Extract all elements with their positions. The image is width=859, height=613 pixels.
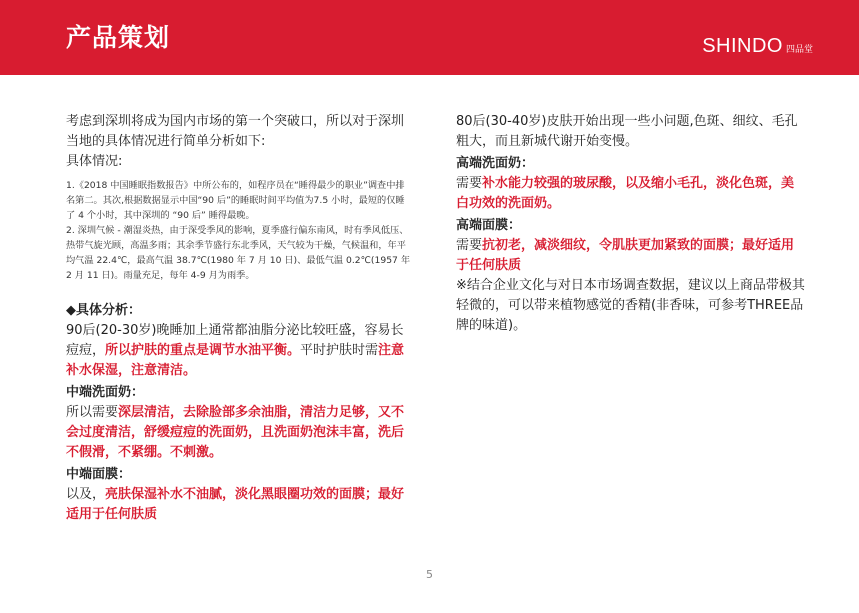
left-column (66, 112, 411, 525)
note-sleep-report: 1.《2018 中国睡眠指数报告》中所公布的，如程序员在“睡得最少的职业”调查中排名第二。其次,根据数据显示中国“90 后”的睡眠时间平均值为7.5 小时，最短的仅睡了 4 个小时，其中深圳的 “90 后” 睡得最晚。 (66, 180, 405, 221)
mid-mask-paragraph (66, 485, 411, 525)
analysis-heading: ◆具体分析： (66, 303, 141, 318)
fragrance-note: ※结合企业文化与对日本市场调查数据，建议以上商品带极其轻微的，可以带来植物感觉的香精(非香味，可参考THREE品牌的味道)。 (456, 278, 805, 333)
logo-subtext: 四品堂 (785, 45, 813, 55)
mid-mask-highlight: 亮肤保湿补水不油腻，淡化黑眼圈功效的面膜；最好适用于任何肤质 (66, 487, 405, 522)
mid-mask-prefix: 以及， (66, 487, 106, 502)
high-mask-heading: 高端面膜： (456, 218, 522, 233)
right-intro-paragraph: 80后(30-40岁)皮肤开始出现一些小问题,色斑、细纹、毛孔粗大，而且新城代谢开始变慢。 (456, 114, 798, 149)
mid-cleanser-paragraph (66, 403, 411, 463)
mid-mask-heading: 中端面膜： (66, 467, 132, 482)
intro-paragraph: 考虑到深圳将成为国内市场的第一个突破口，所以对于深圳当地的具体情况进行简单分析如下: (66, 114, 405, 149)
logo-text: SHINDO (702, 35, 783, 57)
high-cleanser-heading: 高端洗面奶： (456, 156, 535, 171)
analysis-highlight-2: 注意补水保湿，注意清洁。 (66, 343, 405, 378)
analysis-text-2: 平时护肤时需 (300, 343, 379, 358)
analysis-highlight: 所以护肤的重点是调节水油平衡。 (105, 343, 301, 358)
mid-cleanser-highlight: 深层清洁，去除脸部多余油脂，清洁力足够，又不会过度清洁，舒缓痘痘的洗面奶，且洗面奶泡沫丰富，洗后不假滑，不紧绷。不刺激。 (66, 405, 405, 460)
high-mask-prefix: 需要 (456, 238, 483, 253)
analysis-text: 90后(20-30岁)晚睡加上通常都油脂分泌比较旺盛，容易长痘痘， (66, 323, 404, 358)
brand-logo (702, 35, 813, 58)
page-number: 5 (426, 568, 433, 581)
high-cleanser-prefix: 需要 (456, 176, 483, 191)
situation-label: 具体情况: (66, 154, 123, 169)
note-climate: 2. 深圳气候 - 潮湿炎热，由于深受季风的影响，夏季盛行偏东南风，时有季风低压、热带气旋光顾，高温多雨；其余季节盛行东北季风，天气较为干燥，气候温和，年平均气温 22.4℃，最高气温 38.7℃(1980 年 7 月 10 日)、最低气温 0.2℃(1957 年 2 月 11 日)。雨量充足，每年 4-9 月为雨季。 (66, 225, 411, 281)
mid-cleanser-prefix: 所以需要 (66, 405, 119, 420)
high-cleanser-highlight: 补水能力较强的玻尿酸，以及缩小毛孔，淡化色斑，美白功效的洗面奶。 (456, 176, 795, 211)
mid-cleanser-heading: 中端洗面奶： (66, 385, 145, 400)
right-column (456, 112, 806, 336)
header-bar (0, 0, 859, 75)
high-cleanser-paragraph (456, 174, 806, 214)
high-mask-highlight: 抗初老，减淡细纹，令肌肤更加紧致的面膜；最好适用于任何肤质 (456, 238, 795, 273)
analysis-paragraph (66, 321, 411, 381)
high-mask-paragraph (456, 236, 806, 276)
page-title: 产品策划 (66, 23, 171, 52)
